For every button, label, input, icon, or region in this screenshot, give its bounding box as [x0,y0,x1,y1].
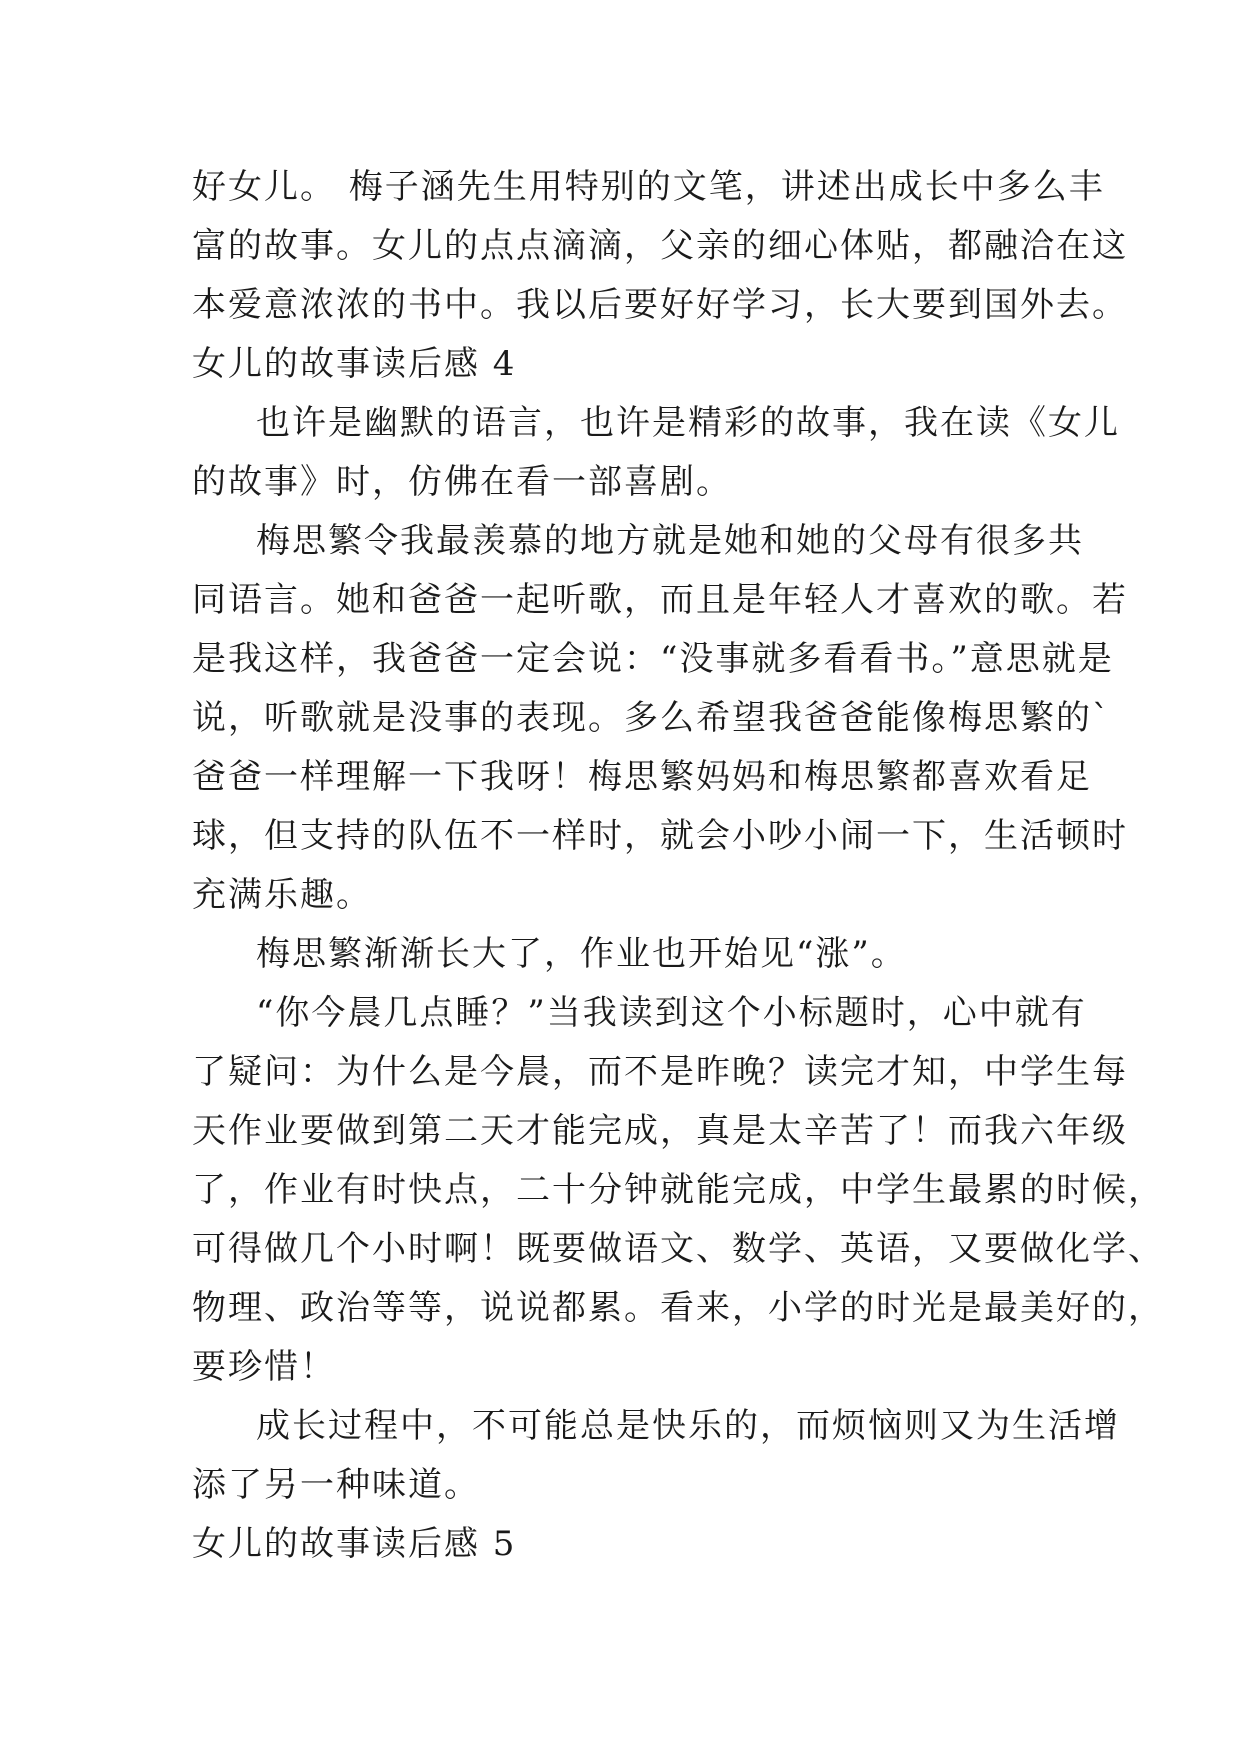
paragraph-line: 了疑问：为什么是今晨，而不是昨晚？读完才知，中学生每 [192,1052,1128,1092]
paragraph-line: 充满乐趣。 [192,875,372,915]
paragraph-line: 可得做几个小时啊！既要做语文、数学、英语，又要做化学、 [192,1229,1164,1269]
paragraph-line: 天作业要做到第二天才能完成，真是太辛苦了！而我六年级 [192,1111,1128,1151]
paragraph-line: 同语言。她和爸爸一起听歌，而且是年轻人才喜欢的歌。若 [192,580,1128,620]
paragraph-line: 好女儿。 梅子涵先生用特别的文笔，讲述出成长中多么丰 [192,167,1105,207]
paragraph-line: 说，听歌就是没事的表现。多么希望我爸爸能像梅思繁的` [192,698,1111,738]
section-heading: 女儿的故事读后感 4 [192,344,517,384]
paragraph-line: 梅思繁令我最羡慕的地方就是她和她的父母有很多共 [256,521,1084,561]
paragraph-line: 也许是幽默的语言，也许是精彩的故事，我在读《女儿 [256,403,1120,443]
paragraph-line: 添了另一种味道。 [192,1465,480,1505]
paragraph-line: 富的故事。女儿的点点滴滴，父亲的细心体贴，都融洽在这 [192,226,1128,266]
paragraph-line: 爸爸一样理解一下我呀！梅思繁妈妈和梅思繁都喜欢看足 [192,757,1092,797]
paragraph-line: 本爱意浓浓的书中。我以后要好好学习，长大要到国外去。 [192,285,1128,325]
paragraph-line: 是我这样，我爸爸一定会说：“没事就多看看书。”意思就是 [192,639,1114,679]
paragraph-line: 物理、政治等等，说说都累。看来，小学的时光是最美好的， [192,1288,1164,1328]
paragraph-line: 了，作业有时快点，二十分钟就能完成，中学生最累的时候， [192,1170,1164,1210]
paragraph-line: 的故事》时，仿佛在看一部喜剧。 [192,462,732,502]
paragraph-line: 要珍惜！ [192,1347,336,1387]
paragraph-line: 梅思繁渐渐长大了，作业也开始见“涨”。 [256,934,907,974]
paragraph-line: 成长过程中，不可能总是快乐的，而烦恼则又为生活增 [256,1406,1120,1446]
section-heading: 女儿的故事读后感 5 [192,1524,517,1564]
paragraph-line: 球，但支持的队伍不一样时，就会小吵小闹一下，生活顿时 [192,816,1128,856]
paragraph-line: “你今晨几点睡？”当我读到这个小标题时，心中就有 [256,993,1087,1033]
